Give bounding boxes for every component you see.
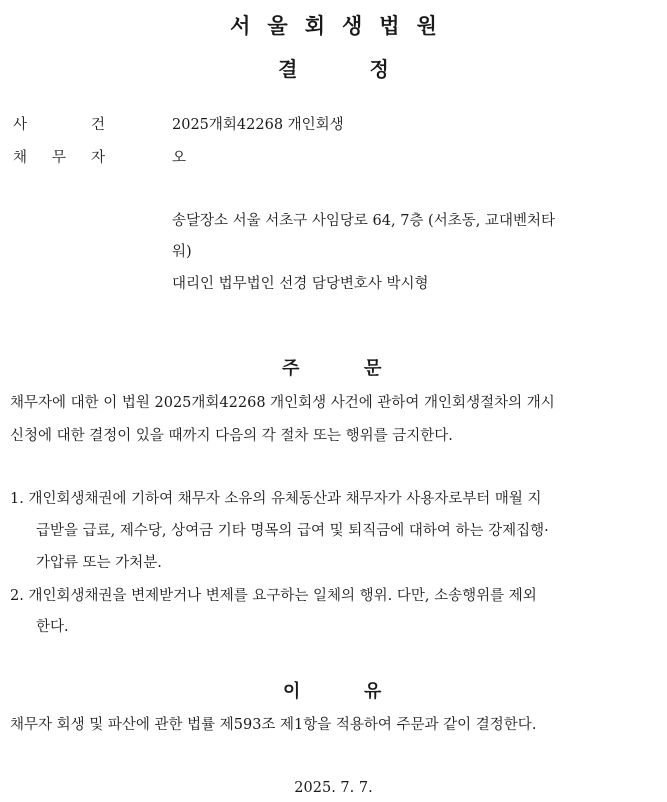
reason-text: 채무자 회생 및 파산에 관한 법률 제593조 제1항을 적용하여 주문과 같이 결정한다. [10,717,537,733]
order-item-1-line-1: 1. 개인회생채권에 기하여 채무자 소유의 유체동산과 채무자가 사용자로부터 매월 지 [10,491,542,507]
legal-agent: 대리인 법무법인 선경 담당변호사 박시형 [172,276,429,292]
service-address-line-2: 워) [172,244,192,260]
order-heading-char-1: 주 [282,358,300,379]
reason-heading-char-1: 이 [283,681,301,702]
court-name: 서울회생법원 [230,14,454,38]
service-address-line-1: 송달장소 서울 서초구 사임당로 64, 7층 (서초동, 교대벤처타 [172,213,555,229]
order-intro-line-1: 채무자에 대한 이 법원 2025개회42268 개인회생 사건에 관하여 개인회생절차의 개시 [10,395,555,411]
order-intro-line-2: 신청에 대한 결정이 있을 때까지 다음의 각 절차 또는 행위를 금지한다. [10,428,453,444]
order-heading-char-2: 문 [364,358,382,379]
debtor-name: 오 [172,150,187,166]
case-number: 2025개회42268 개인회생 [172,117,344,133]
case-label-char-1: 사 [13,117,28,133]
order-item-2-line-1: 2. 개인회생채권을 변제받거나 변제를 요구하는 일체의 행위. 다만, 소송행위를 제외 [10,588,537,604]
order-item-2-line-2: 한다. [36,619,69,635]
decision-date: 2025. 7. 7. [294,780,373,796]
debtor-label-char-2: 무 [52,150,67,166]
case-label-char-2: 건 [91,117,106,133]
debtor-label-char-1: 채 [13,150,28,166]
order-item-1-line-2: 급받을 급료, 제수당, 상여금 기타 명목의 급여 및 퇴직금에 대하여 하는 강제집행· [36,523,549,539]
document-type: 결정 [278,57,461,81]
debtor-label-char-3: 자 [91,150,106,166]
reason-heading-char-2: 유 [364,681,382,702]
order-item-1-line-3: 가압류 또는 가처분. [36,555,162,571]
